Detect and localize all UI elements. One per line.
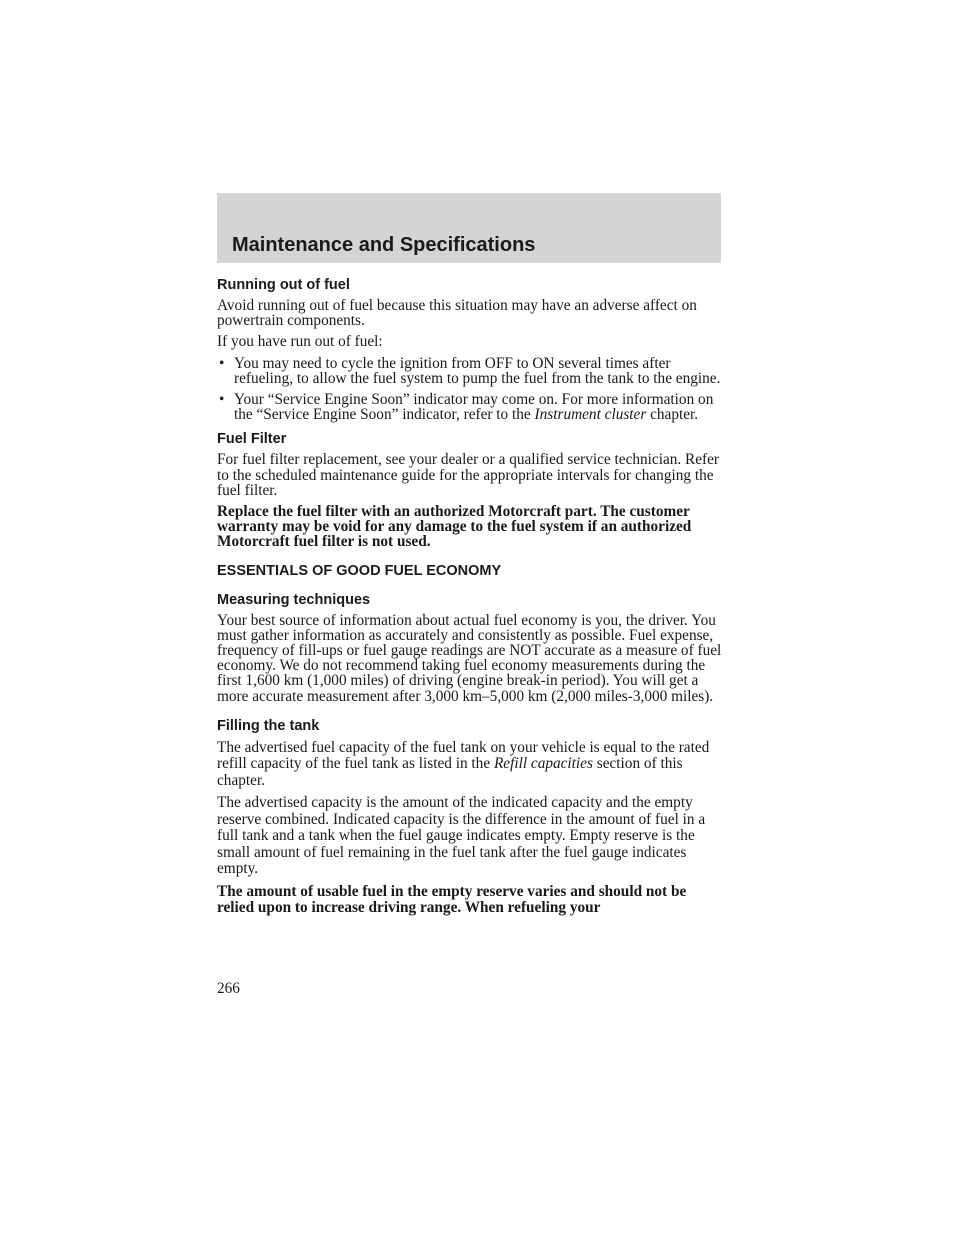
bullet-text-pre: Your “Service Engine Soon” indicator may come on. For more information on the “Service Engine Soon” indicator, refer to the (234, 391, 714, 424)
heading-fuel-filter: Fuel Filter (217, 431, 287, 448)
paragraph-text-pre: The advertised fuel capacity of the fuel tank on your vehicle is equal to the rated refill capacity of the fuel tank as listed in the (217, 738, 710, 773)
bullet-icon: • (219, 391, 225, 409)
paragraph-advertised-fuel-capacity (217, 740, 722, 790)
bullet-text: You may need to cycle the ignition from OFF to ON several times after refueling, to allow the fuel system to pump the fuel from the tank to the engine. (234, 354, 721, 387)
list-item (217, 392, 722, 422)
heading-fuel-economy: ESSENTIALS OF GOOD FUEL ECONOMY (217, 562, 502, 579)
heading-filling-the-tank: Filling the tank (217, 717, 320, 734)
warning-empty-reserve: The amount of usable fuel in the empty reserve varies and should not be relied upon to increase driving range. When refueling your (217, 882, 687, 917)
paragraph-measuring-techniques: Your best source of information about actual fuel economy is you, the driver. You must gather information as accurately and consistently as possible. Fuel expense, frequency of fill-ups or fuel gauge readings are NOT accurate as a measure of fuel economy. We do not recommend taking fuel economy measurements during the first 1,600 km (1,000 miles) of driving (engine break-in period). You will get a more accurate measurement after 3,000 km–5,000 km (2,000 miles-3,000 miles). (217, 611, 722, 705)
section-fuel-filter (217, 430, 722, 549)
paragraph-text-post: section of this chapter. (217, 755, 683, 789)
bullet-icon: • (219, 354, 225, 372)
section-fuel-economy (217, 562, 722, 917)
subsection-filling-the-tank (217, 717, 722, 917)
heading-running-out-of-fuel: Running out of fuel (217, 277, 350, 293)
warning-fuel-filter: Replace the fuel filter with an authorized Motorcraft part. The customer warranty may be void for any damage to the fuel system if an authorized Motorcraft fuel filter is not used. (217, 503, 692, 551)
chapter-title: Maintenance and Specifications (232, 234, 536, 256)
paragraph-advertised-capacity: The advertised capacity is the amount of the indicated capacity and the empty reserve combined. Indicated capacity is the difference in the amount of fuel in a full tank and a tank when the fuel gauge indicates empty. Empty reserve is the small amount of fuel remaining in the fuel tank after the fuel gauge indicates empty. (217, 794, 706, 878)
instrument-cluster-reference: Instrument cluster (534, 406, 647, 424)
paragraph-adverse-affect: Avoid running out of fuel because this situation may have an adverse affect on powertrain components. (217, 297, 697, 330)
bullet-list (217, 356, 722, 423)
heading-measuring-techniques: Measuring techniques (217, 591, 371, 608)
paragraph-if-run-out: If you have run out of fuel: (217, 333, 383, 351)
chapter-header-band (217, 193, 721, 263)
page-content (217, 276, 722, 917)
paragraph-fuel-filter-replacement: For fuel filter replacement, see your dealer or a qualified service technician. Refer to the scheduled maintenance guide for the appropriate intervals for changing the fuel filter. (217, 451, 720, 499)
page-number: 266 (217, 980, 240, 997)
list-item (217, 356, 722, 386)
section-running-out-of-fuel (217, 276, 722, 422)
bullet-text-post: chapter. (646, 406, 699, 424)
refill-capacities-reference: Refill capacities (493, 755, 593, 773)
